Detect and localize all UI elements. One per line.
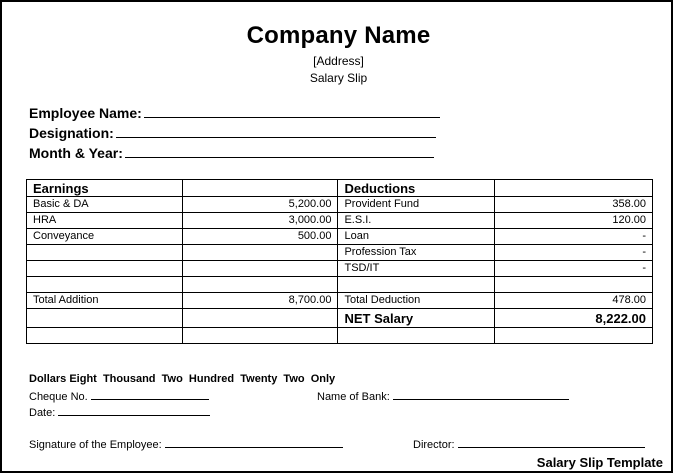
director-field xyxy=(413,437,645,451)
total-deduction-value: 478.00 xyxy=(495,293,653,309)
earning-amount xyxy=(182,245,338,261)
table-row xyxy=(27,213,653,229)
total-addition-value: 8,700.00 xyxy=(182,293,338,309)
salary-table xyxy=(26,179,653,344)
deductions-header: Deductions xyxy=(338,180,495,197)
deduction-item: Profession Tax xyxy=(338,245,495,261)
cheque-field xyxy=(29,389,209,403)
designation-label: Designation: xyxy=(29,125,114,141)
document-title: Salary Slip xyxy=(309,71,368,85)
net-salary-value: 8,222.00 xyxy=(495,309,653,328)
total-deduction-label: Total Deduction xyxy=(338,293,495,309)
bank-label: Name of Bank: xyxy=(317,391,390,403)
total-addition-label: Total Addition xyxy=(27,293,183,309)
deduction-item: TSD/IT xyxy=(338,261,495,277)
month-year-blank xyxy=(125,145,434,158)
cheque-blank xyxy=(91,389,209,400)
earning-item: Conveyance xyxy=(27,229,183,245)
date-blank xyxy=(58,405,210,416)
deduction-item: Provident Fund xyxy=(338,197,495,213)
earning-amount xyxy=(182,261,338,277)
cheque-label: Cheque No. xyxy=(29,391,88,403)
deduction-amount: 120.00 xyxy=(495,213,653,229)
amount-in-words: Dollars Eight Thousand Two Hundred Twenty Two Only xyxy=(29,373,336,385)
earning-item xyxy=(27,261,183,277)
deduction-amount: - xyxy=(495,245,653,261)
net-salary-row xyxy=(27,309,653,328)
empty-cell xyxy=(27,309,183,328)
bank-blank xyxy=(393,389,569,400)
earning-amount: 5,200.00 xyxy=(182,197,338,213)
earning-item: Basic & DA xyxy=(27,197,183,213)
earning-item: HRA xyxy=(27,213,183,229)
deductions-amount-header xyxy=(495,180,653,197)
employee-signature-blank xyxy=(165,437,343,448)
employee-signature-field xyxy=(29,437,343,451)
employee-name-label: Employee Name: xyxy=(29,105,142,121)
designation-blank xyxy=(116,125,436,138)
empty-cell xyxy=(182,309,338,328)
deduction-amount: 358.00 xyxy=(495,197,653,213)
director-blank xyxy=(458,437,645,448)
totals-row xyxy=(27,293,653,309)
date-label: Date: xyxy=(29,407,56,419)
bank-field xyxy=(317,389,569,403)
company-name: Company Name xyxy=(246,22,431,49)
deduction-item: Loan xyxy=(338,229,495,245)
deduction-amount xyxy=(495,277,653,293)
empty-cell xyxy=(495,328,653,344)
earning-amount xyxy=(182,277,338,293)
earning-item xyxy=(27,277,183,293)
table-row xyxy=(27,245,653,261)
director-label: Director: xyxy=(413,439,455,451)
date-field xyxy=(29,405,210,419)
empty-cell xyxy=(338,328,495,344)
deduction-amount: - xyxy=(495,229,653,245)
earning-item xyxy=(27,245,183,261)
empty-cell xyxy=(182,328,338,344)
company-address: [Address] xyxy=(313,54,364,68)
table-header-row xyxy=(27,180,653,197)
deduction-item xyxy=(338,277,495,293)
template-label: Salary Slip Template xyxy=(536,455,663,470)
net-salary-label: NET Salary xyxy=(338,309,495,328)
designation-field xyxy=(29,125,436,141)
employee-signature-label: Signature of the Employee: xyxy=(29,439,162,451)
month-year-label: Month & Year: xyxy=(29,145,123,161)
earning-amount: 3,000.00 xyxy=(182,213,338,229)
table-row xyxy=(27,229,653,245)
table-row xyxy=(27,328,653,344)
deduction-item: E.S.I. xyxy=(338,213,495,229)
earning-amount: 500.00 xyxy=(182,229,338,245)
month-year-field xyxy=(29,145,434,161)
deduction-amount: - xyxy=(495,261,653,277)
employee-name-blank xyxy=(144,105,440,118)
earnings-header: Earnings xyxy=(27,180,183,197)
empty-cell xyxy=(27,328,183,344)
earnings-amount-header xyxy=(182,180,338,197)
table-row xyxy=(27,261,653,277)
employee-name-field xyxy=(29,105,440,121)
table-row xyxy=(27,277,653,293)
table-row xyxy=(27,197,653,213)
